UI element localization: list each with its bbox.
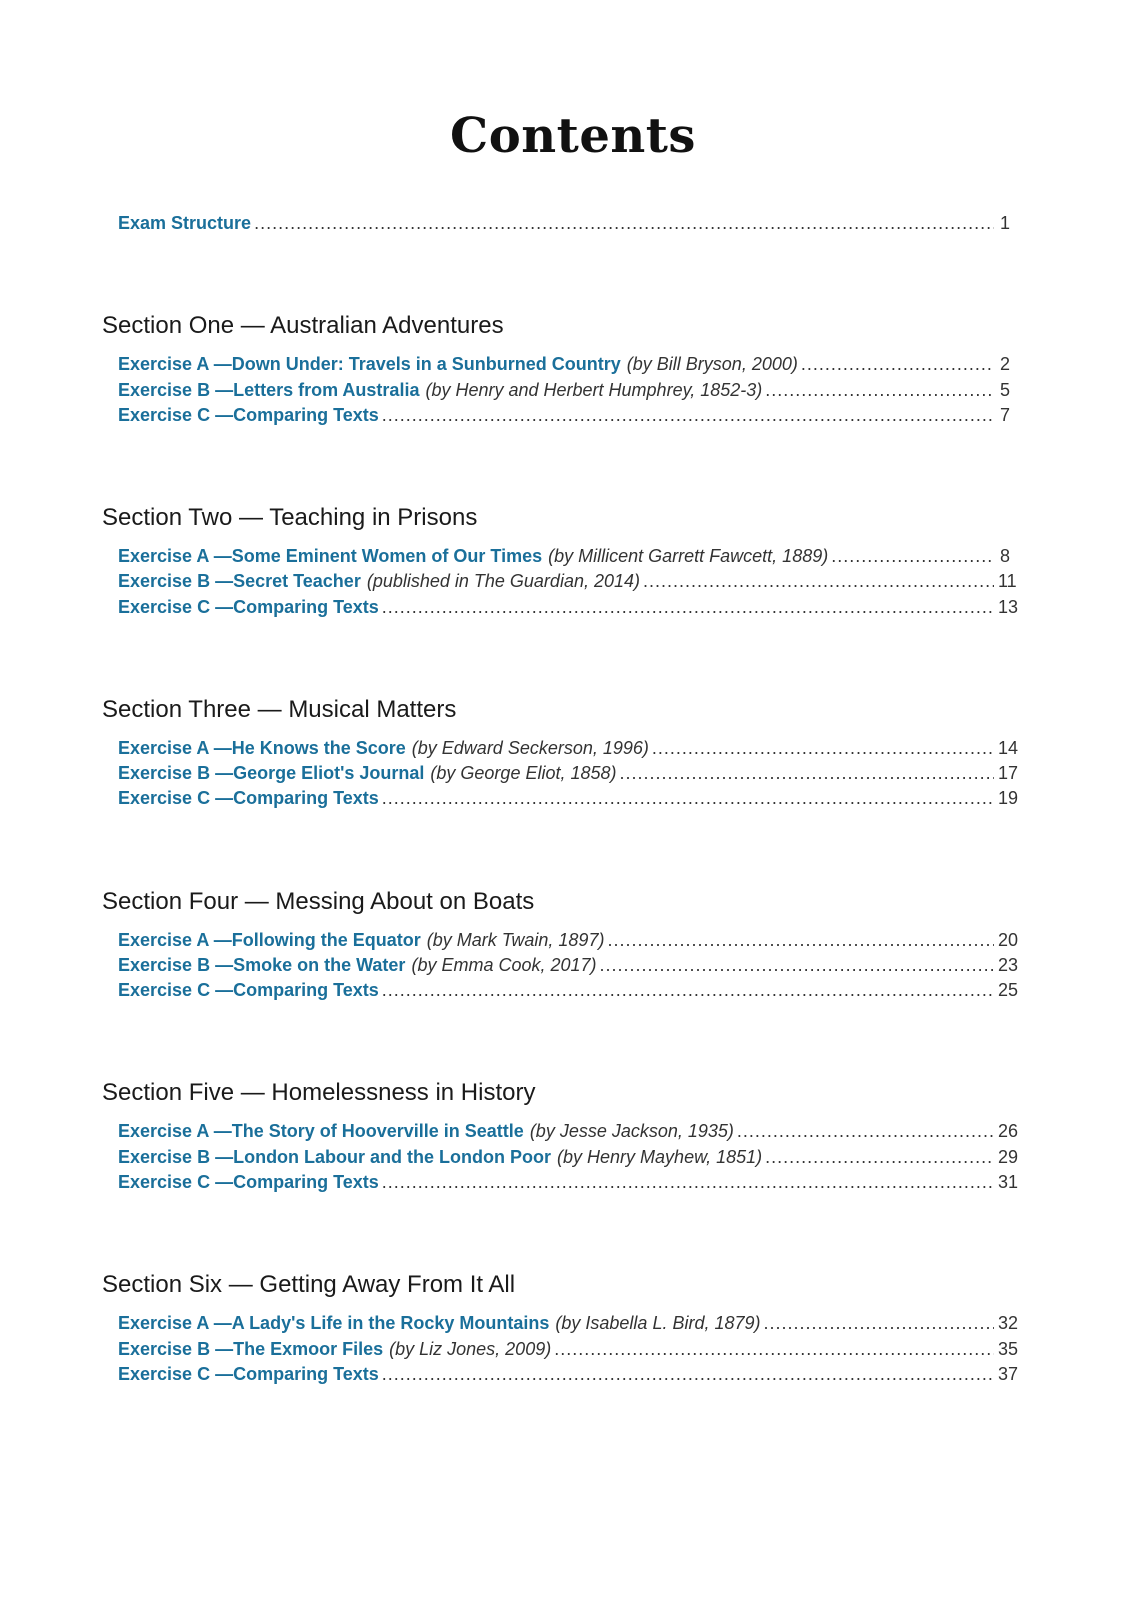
toc-entry[interactable]	[118, 1311, 1019, 1335]
exercise-source: (by George Eliot, 1858)	[430, 763, 617, 783]
page-number: 23	[998, 955, 1019, 975]
exercise-label[interactable]: Exercise B —	[118, 380, 234, 400]
section-heading: Section Two — Teaching in Prisons	[102, 504, 478, 531]
leader-dots	[764, 1311, 994, 1335]
toc-entry[interactable]	[118, 786, 1019, 810]
exercise-title[interactable]: Comparing Texts	[233, 597, 379, 617]
leader-dots	[382, 1362, 994, 1386]
exercise-source: (by Bill Bryson, 2000)	[626, 354, 798, 374]
exercise-title[interactable]: Some Eminent Women of Our Times	[231, 546, 543, 566]
section-heading: Section Five — Homelessness in History	[102, 1079, 536, 1106]
exercise-title[interactable]: Comparing Texts	[233, 788, 379, 808]
page-title: Contents	[450, 108, 696, 164]
page-number: 17	[998, 763, 1019, 783]
page-number: 26	[998, 1121, 1019, 1141]
leader-dots	[801, 352, 994, 376]
exercise-source: (by Mark Twain, 1897)	[426, 930, 605, 950]
exercise-label[interactable]: Exercise A —	[118, 1121, 232, 1141]
leader-dots	[382, 595, 994, 619]
toc-entry[interactable]	[118, 761, 1019, 785]
exercise-title[interactable]: Secret Teacher	[233, 571, 361, 591]
page-number: 13	[998, 597, 1019, 617]
page-number: 32	[998, 1313, 1019, 1333]
page-number: 31	[998, 1172, 1019, 1192]
leader-dots	[652, 736, 994, 760]
exercise-title[interactable]: Comparing Texts	[233, 1364, 379, 1384]
exercise-label[interactable]: Exercise B —	[118, 763, 234, 783]
exercise-label[interactable]: Exercise B —	[118, 955, 234, 975]
page-number: 35	[998, 1339, 1019, 1359]
exercise-title[interactable]: Following the Equator	[231, 930, 421, 950]
leader-dots	[554, 1337, 994, 1361]
toc-entry[interactable]	[118, 1337, 1019, 1361]
leader-dots	[737, 1119, 994, 1143]
page-number: 11	[998, 571, 1017, 591]
leader-dots	[620, 761, 994, 785]
exercise-title[interactable]: Comparing Texts	[233, 405, 379, 425]
toc-entry[interactable]	[118, 569, 1017, 593]
exercise-title[interactable]: Letters from Australia	[233, 380, 420, 400]
toc-entry[interactable]	[118, 378, 1010, 402]
exercise-title[interactable]: The Exmoor Files	[233, 1339, 384, 1359]
exercise-source: (by Isabella L. Bird, 1879)	[555, 1313, 761, 1333]
toc-entry[interactable]	[118, 595, 1019, 619]
leader-dots	[254, 211, 994, 235]
exercise-source: (by Henry and Herbert Humphrey, 1852-3)	[425, 380, 763, 400]
toc-entry[interactable]	[118, 1145, 1019, 1169]
leader-dots	[831, 544, 994, 568]
exercise-label[interactable]: Exercise C —	[118, 1172, 234, 1192]
exercise-source: (by Emma Cook, 2017)	[411, 955, 597, 975]
toc-entry[interactable]	[118, 928, 1019, 952]
exercise-title[interactable]: George Eliot's Journal	[233, 763, 425, 783]
exercise-source: (published in The Guardian, 2014)	[366, 571, 641, 591]
toc-entry[interactable]	[118, 1119, 1019, 1143]
exercise-label[interactable]: Exercise B —	[118, 571, 234, 591]
section-heading: Section One — Australian Adventures	[102, 312, 504, 339]
exercise-label[interactable]: Exercise C —	[118, 980, 234, 1000]
page-number: 19	[998, 788, 1019, 808]
section-heading: Section Six — Getting Away From It All	[102, 1271, 516, 1298]
exercise-title[interactable]: London Labour and the London Poor	[233, 1147, 552, 1167]
toc-entry[interactable]	[118, 736, 1019, 760]
exercise-source: (by Jesse Jackson, 1935)	[529, 1121, 734, 1141]
page-number: 29	[998, 1147, 1019, 1167]
exercise-label[interactable]: Exercise C —	[118, 597, 234, 617]
leader-dots	[382, 978, 994, 1002]
page-number: 5	[999, 380, 1010, 400]
page-number: 8	[999, 546, 1010, 566]
exercise-label[interactable]: Exercise A —	[118, 546, 232, 566]
exercise-label[interactable]: Exercise C —	[118, 1364, 234, 1384]
leader-dots	[643, 569, 994, 593]
exercise-label[interactable]: Exercise C —	[118, 405, 234, 425]
exercise-title[interactable]: A Lady's Life in the Rocky Mountains	[231, 1313, 550, 1333]
toc-entry[interactable]	[118, 1362, 1019, 1386]
leader-dots	[382, 1170, 994, 1194]
exercise-label[interactable]: Exercise B —	[118, 1147, 234, 1167]
toc-entry[interactable]	[118, 1170, 1019, 1194]
exercise-title[interactable]: Comparing Texts	[233, 980, 379, 1000]
toc-entry[interactable]	[118, 953, 1019, 977]
exercise-source: (by Edward Seckerson, 1996)	[411, 738, 649, 758]
section-heading: Section Four — Messing About on Boats	[102, 888, 535, 915]
leader-dots	[382, 786, 994, 810]
page-number: 25	[998, 980, 1019, 1000]
section-heading: Section Three — Musical Matters	[102, 696, 457, 723]
exercise-title[interactable]: Down Under: Travels in a Sunburned Country	[231, 354, 621, 374]
exercise-label[interactable]: Exercise A —	[118, 738, 232, 758]
page-number: 2	[999, 354, 1010, 374]
exercise-label[interactable]: Exercise A —	[118, 1313, 232, 1333]
toc-entry[interactable]	[118, 544, 1010, 568]
exercise-source: (by Liz Jones, 2009)	[389, 1339, 552, 1359]
leader-dots	[382, 403, 994, 427]
page-number: 37	[998, 1364, 1019, 1384]
exercise-title[interactable]: The Story of Hooverville in Seattle	[231, 1121, 524, 1141]
exercise-title[interactable]: He Knows the Score	[231, 738, 406, 758]
exercise-source: (by Henry Mayhew, 1851)	[557, 1147, 763, 1167]
toc-entry-title[interactable]: Exam Structure	[118, 213, 252, 233]
toc-entry[interactable]	[118, 352, 1010, 376]
exercise-label[interactable]: Exercise C —	[118, 788, 234, 808]
leader-dots	[765, 378, 994, 402]
toc-entry-exam-structure[interactable]	[118, 211, 1010, 235]
exercise-label[interactable]: Exercise B —	[118, 1339, 234, 1359]
page-number: 14	[998, 738, 1019, 758]
exercise-label[interactable]: Exercise A —	[118, 354, 232, 374]
exercise-label[interactable]: Exercise A —	[118, 930, 232, 950]
page-number: 7	[999, 405, 1010, 425]
exercise-title[interactable]: Comparing Texts	[233, 1172, 379, 1192]
leader-dots	[607, 928, 994, 952]
page-number: 1	[999, 213, 1010, 233]
exercise-source: (by Millicent Garrett Fawcett, 1889)	[548, 546, 829, 566]
toc-entry[interactable]	[118, 403, 1010, 427]
exercise-title[interactable]: Smoke on the Water	[233, 955, 406, 975]
leader-dots	[600, 953, 994, 977]
page-number: 20	[998, 930, 1019, 950]
toc-entry[interactable]	[118, 978, 1019, 1002]
leader-dots	[765, 1145, 994, 1169]
